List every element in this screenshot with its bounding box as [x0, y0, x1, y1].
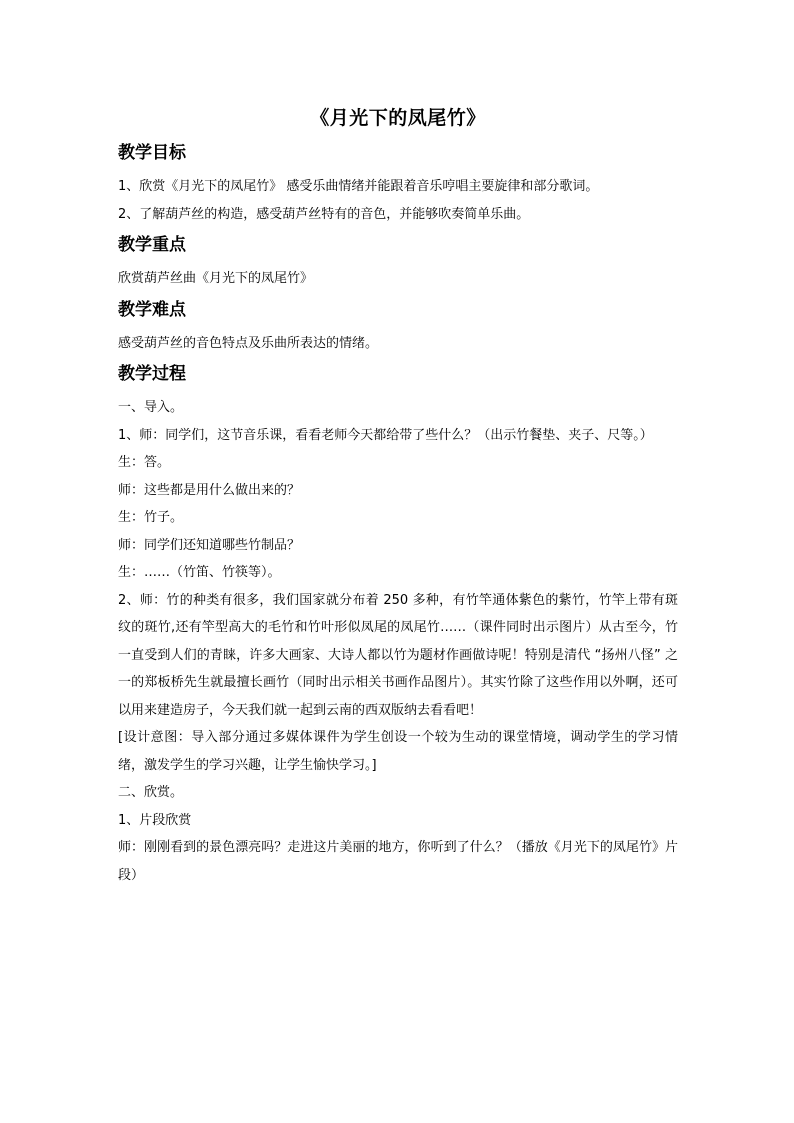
document-title: 《月光下的凤尾竹》 — [310, 107, 486, 129]
process-teacher-question-1: 1、师：同学们，这节音乐课，看看老师今天都给带了些什么？（出示竹餐垫、夹子、尺等。） — [118, 427, 653, 443]
difficulty-text: 感受葫芦丝的音色特点及乐曲所表达的情绪。 — [118, 335, 379, 351]
process-teacher-question-4: 师：刚刚看到的景色漂亮吗？走进这片美丽的地方，你听到了什么？（播放《月光下的凤尾竹》片段） — [118, 840, 678, 883]
process-section-appreciation: 二、欣赏。 — [118, 785, 184, 800]
heading-teaching-goals: 教学目标 — [118, 143, 186, 163]
process-student-answer-1: 生：答。 — [118, 455, 171, 470]
process-teacher-narration: 2、师：竹的种类有很多，我们国家就分布着 250 多种，有竹竿通体紫色的紫竹，竹竿上带有斑纹的斑竹,还有竿型高大的毛竹和竹叶形似凤尾的凤尾竹……（课件同时出示图片）从古至今，竹一直受到人们的青睐，许多大画家、大诗人都以竹为题材作画做诗呢！特别是清代 “扬州八怪” 之一的郑板桥先生就最擅长画竹（同时出示相关书画作品图片）。其实竹除了这些作用以外啊，还可以用来建造房子，今天我们就一起到云南的西双版纳去看看吧！ — [118, 592, 678, 718]
document-body — [118, 106, 678, 889]
process-design-intent: [设计意图：导入部分通过多媒体课件为学生创设一个较为生动的课堂情境，调动学生的学习情绪，激发学生的学习兴趣，让学生愉快学习。] — [118, 730, 678, 773]
process-section-intro: 一、导入。 — [118, 400, 184, 415]
heading-teaching-difficulty: 教学难点 — [118, 299, 186, 320]
process-teacher-question-3: 师：同学们还知道哪些竹制品？ — [118, 537, 301, 553]
heading-teaching-process: 教学过程 — [118, 364, 186, 384]
process-fragment-appreciation: 1、片段欣赏 — [118, 812, 192, 828]
goal-item-2: 2、了解葫芦丝的构造，感受葫芦丝特有的音色，并能够吹奏简单乐曲。 — [118, 206, 530, 222]
focus-text: 欣赏葫芦丝曲《月光下的凤尾竹》 — [118, 271, 314, 286]
goal-item-1: 1、欣赏《月光下的凤尾竹》 感受乐曲情绪并能跟着音乐哼唱主要旋律和部分歌词。 — [118, 179, 599, 194]
process-student-answer-2: 生：竹子。 — [118, 510, 184, 525]
process-student-answer-3: 生：……（竹笛、竹筷等）。 — [118, 565, 281, 580]
process-teacher-question-2: 师：这些都是用什么做出来的？ — [118, 482, 301, 498]
heading-teaching-focus: 教学重点 — [118, 235, 186, 255]
